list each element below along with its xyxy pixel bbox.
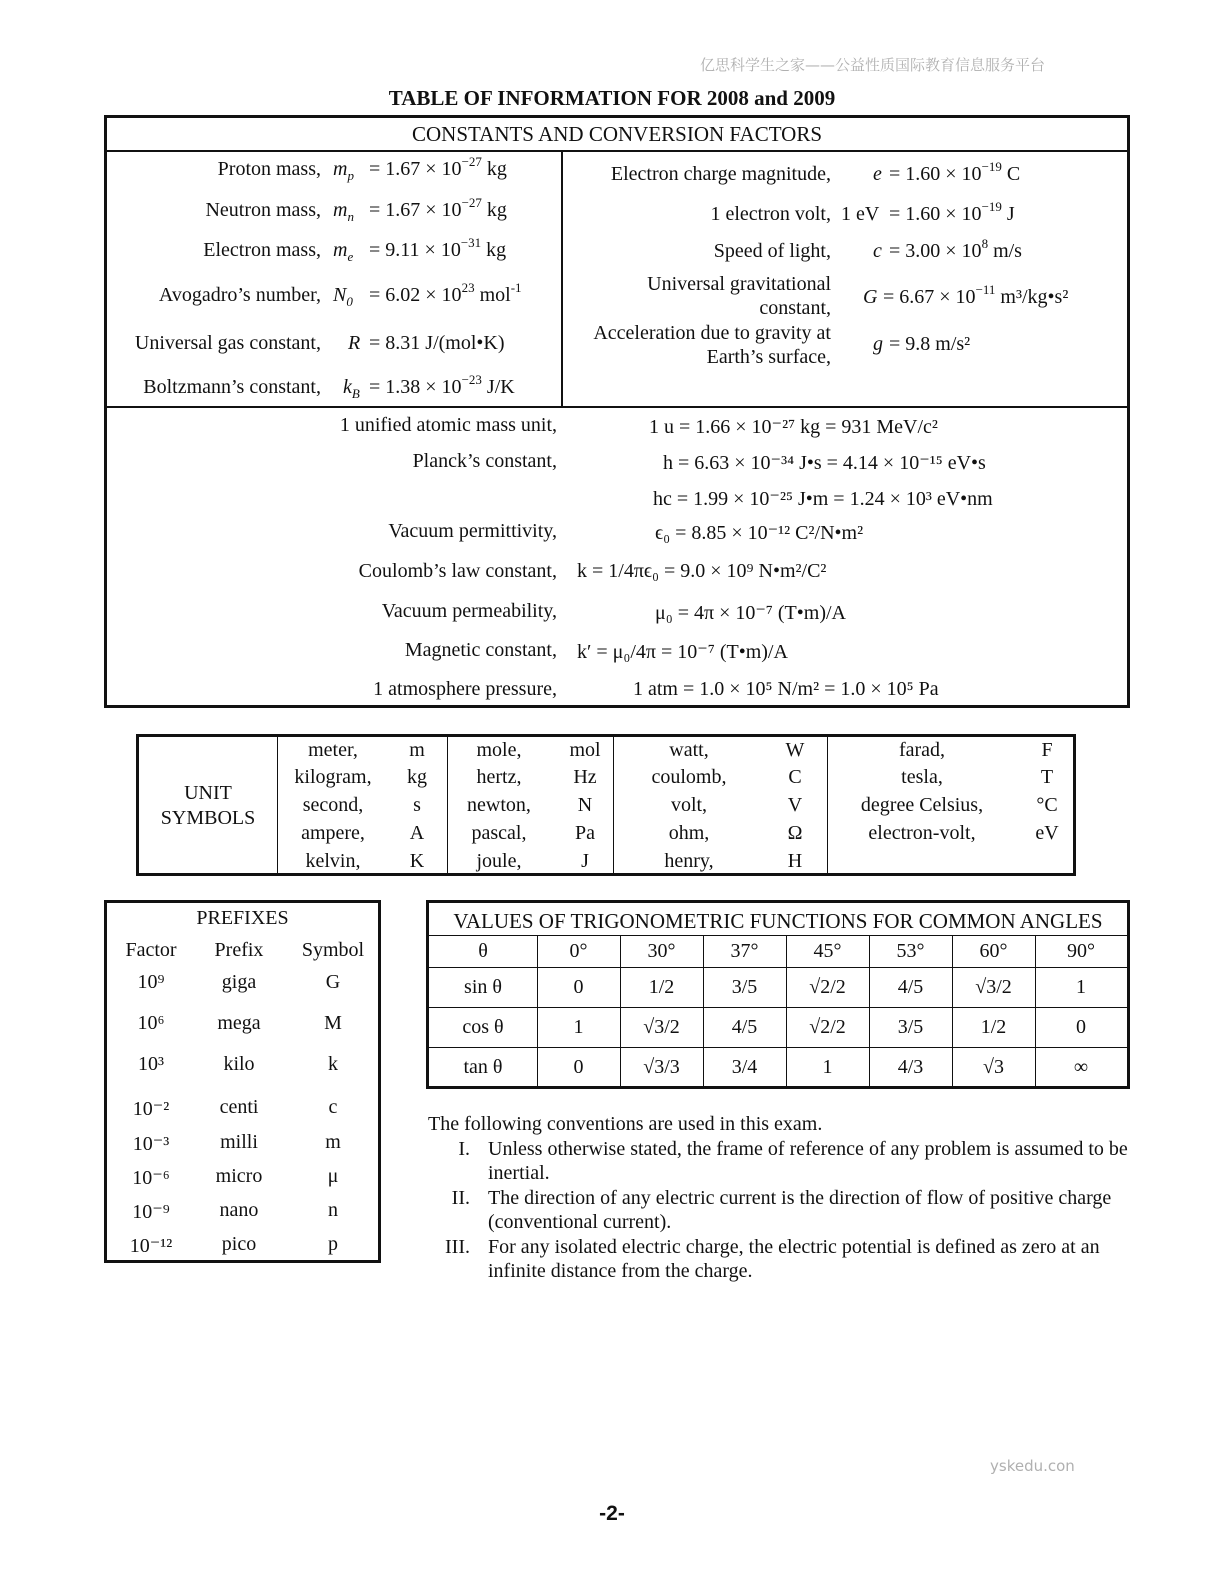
page-title: TABLE OF INFORMATION FOR 2008 and 2009	[388, 86, 836, 110]
unit-symbol: J	[581, 850, 589, 872]
trig-value: 3/5	[897, 1016, 924, 1038]
constant-value: = $1.60 \times 10^{-19}$ J	[889, 199, 1015, 225]
unit-symbol: K	[409, 850, 425, 872]
trig-value: 3/5	[731, 976, 758, 998]
trig-value: 4/5	[897, 976, 924, 998]
constant-label: Speed of light,	[713, 240, 831, 262]
prefix-cell: giga	[221, 971, 257, 993]
prefix-cell: n	[328, 1199, 338, 1221]
prefix-cell: 10⁻¹²	[129, 1235, 173, 1257]
unit-symbol: Ω	[787, 822, 803, 844]
prefixes-table	[104, 900, 381, 1263]
constant-symbol: G	[863, 286, 878, 308]
conversion-value: hc = 1.99 × 10⁻²⁵ J•m = 1.24 × 10³ eV•nm	[653, 488, 993, 510]
unit-name: coulomb,	[651, 766, 727, 788]
constant-value: = $1.60 \times 10^{-19}$ C	[889, 159, 1021, 185]
constant-value: = $6.02 \times 10^{23}$ mol$^{-1}$	[369, 280, 522, 306]
conversion-value: k = 1/4πϵ₀ = 9.0 × 10⁹ N•m²/C²	[577, 560, 827, 582]
trig-value: ∞	[1073, 1056, 1089, 1078]
conversion-label: 1 unified atomic mass unit,	[339, 414, 557, 436]
unit-symbol: eV	[1035, 822, 1059, 844]
constant-symbol: $N_0$	[333, 284, 353, 309]
convention-number: I.	[458, 1137, 470, 1160]
prefix-cell: G	[325, 971, 341, 993]
unit-symbol: s	[413, 794, 421, 816]
constant-value: = $1.38 \times 10^{-23}$ J/K	[369, 372, 515, 398]
angle-header: 45°	[813, 940, 842, 962]
unit-name: henry,	[664, 850, 714, 872]
convention-text: For any isolated electric charge, the electric potential is defined as zero at an infinite distance from the charge.	[488, 1235, 1100, 1282]
constant-label: Universal gravitational constant,	[647, 273, 831, 319]
trig-value: 3/4	[731, 1056, 758, 1078]
unit-symbol: C	[788, 766, 802, 788]
trig-value: 4/3	[897, 1056, 924, 1078]
unit-symbol: Pa	[575, 822, 595, 844]
prefix-cell: 10⁹	[137, 971, 165, 993]
unit-symbol: mol	[569, 739, 601, 761]
prefix-cell: c	[328, 1096, 338, 1118]
watermark-top: 亿思科学生之家——公益性质国际教育信息服务平台	[700, 56, 1046, 74]
unit-name: ohm,	[668, 822, 710, 844]
angle-header: 60°	[979, 940, 1008, 962]
trig-title: VALUES OF TRIGONOMETRIC FUNCTIONS FOR COMMON ANGLES	[453, 909, 1103, 933]
constant-label: Electron mass,	[203, 239, 321, 261]
trig-value: 1	[1076, 976, 1086, 998]
conversion-label: Planck’s constant,	[412, 450, 557, 472]
prefix-cell: k	[328, 1053, 338, 1075]
unit-name: pascal,	[471, 822, 527, 844]
prefix-cell: 10⁻²	[132, 1098, 170, 1120]
trig-value: 1	[822, 1056, 833, 1078]
prefix-cell: micro	[215, 1165, 263, 1187]
page-number: -2-	[599, 1502, 625, 1525]
unit-name: mole,	[476, 739, 522, 761]
unit-name: volt,	[670, 794, 708, 816]
trig-value: 1/2	[980, 1016, 1007, 1038]
unit-symbol: H	[787, 850, 803, 872]
prefix-cell: pico	[221, 1233, 257, 1255]
unit-name: watt,	[669, 739, 709, 761]
trig-value: 0	[573, 976, 584, 998]
prefix-cell: 10⁻⁹	[132, 1201, 170, 1223]
trig-value: √3	[983, 1056, 1004, 1078]
conversion-label: Magnetic constant,	[404, 639, 557, 661]
angle-header: 0°	[569, 940, 588, 962]
trig-value: √2/2	[809, 976, 846, 998]
constant-label: 1 electron volt,	[710, 203, 831, 225]
constant-label: Electron charge magnitude,	[610, 163, 831, 185]
column-header: Factor	[125, 939, 177, 961]
conversion-value: k′ = μ₀/4π = 10⁻⁷ (T•m)/A	[577, 641, 788, 663]
trig-value: √3/2	[975, 976, 1012, 998]
unit-symbol: T	[1040, 766, 1054, 788]
unit-name: newton,	[467, 794, 531, 816]
angle-header: 37°	[730, 940, 759, 962]
unit-symbol: W	[785, 739, 805, 761]
constant-symbol: g	[873, 333, 883, 355]
convention-text: Unless otherwise stated, the frame of reference of any problem is assumed to be inertial.	[488, 1137, 1128, 1184]
trig-table	[426, 900, 1130, 1089]
trig-value: 0	[573, 1056, 584, 1078]
constant-symbol: $m_e$	[333, 239, 354, 264]
column-divider	[613, 737, 614, 873]
angle-header: 30°	[647, 940, 676, 962]
constant-label: Proton mass,	[217, 158, 321, 180]
column-header: Symbol	[301, 939, 365, 961]
constant-symbol: R	[348, 332, 361, 354]
unit-name: electron-volt,	[868, 822, 976, 844]
prefix-cell: centi	[219, 1096, 259, 1118]
unit-name: ampere,	[301, 822, 365, 844]
column-divider	[447, 737, 448, 873]
prefix-cell: 10³	[138, 1053, 164, 1075]
unit-name: kelvin,	[305, 850, 361, 872]
constant-value: = 9.8 m/s²	[889, 333, 971, 355]
conversion-value: ϵ₀ = 8.85 × 10⁻¹² C²/N•m²	[655, 522, 864, 544]
unit-symbol: m	[409, 739, 425, 761]
conventions-intro: The following conventions are used in this exam.	[428, 1113, 823, 1135]
unit-symbol: °C	[1036, 794, 1058, 816]
angle-header: 53°	[896, 940, 925, 962]
prefixes-title: PREFIXES	[196, 907, 289, 929]
trig-value: 1/2	[648, 976, 675, 998]
trig-value: cos θ	[462, 1016, 504, 1038]
column-divider	[561, 150, 563, 406]
unit-name: tesla,	[901, 766, 943, 788]
prefix-cell: nano	[219, 1199, 259, 1221]
angle-header: θ	[478, 940, 488, 962]
unit-name: degree Celsius,	[860, 794, 984, 816]
section-divider	[107, 406, 1127, 408]
trig-value: 0	[1076, 1016, 1086, 1038]
constant-value: = $6.67 \times 10^{-11}$ m³/kg•s²	[883, 282, 1069, 308]
prefix-cell: 10⁻³	[132, 1133, 170, 1155]
prefix-cell: m	[325, 1131, 341, 1153]
constant-value: = $9.11 \times 10^{-31}$ kg	[369, 235, 507, 261]
trig-value: √3/3	[643, 1056, 680, 1078]
convention-text: The direction of any electric current is the direction of flow of positive charge (conventional current).	[488, 1186, 1112, 1233]
column-divider	[277, 737, 278, 873]
constant-symbol: $k_B$	[343, 376, 360, 401]
prefix-cell: p	[328, 1233, 338, 1255]
unit-name: joule,	[476, 850, 522, 872]
unit-name: second,	[302, 794, 364, 816]
column-divider	[827, 737, 828, 873]
convention-number: II.	[451, 1186, 470, 1209]
column-header: Prefix	[214, 939, 264, 961]
trig-value: √2/2	[809, 1016, 846, 1038]
constant-symbol: e	[873, 163, 882, 185]
trig-value: tan θ	[463, 1056, 503, 1078]
conversion-label: Coulomb’s law constant,	[358, 560, 557, 582]
unit-symbol: F	[1041, 739, 1053, 761]
trig-value: 1	[573, 1016, 584, 1038]
conversion-value: h = 6.63 × 10⁻³⁴ J•s = 4.14 × 10⁻¹⁵ eV•s	[663, 452, 986, 474]
constant-symbol: $m_p$	[333, 158, 354, 183]
trig-value: √3/2	[643, 1016, 680, 1038]
unit-symbols-heading: UNIT SYMBOLS	[160, 782, 256, 829]
constant-label: Neutron mass,	[205, 199, 321, 221]
unit-name: hertz,	[476, 766, 522, 788]
convention-item	[428, 1186, 1138, 1235]
prefix-cell: 10⁻⁶	[132, 1167, 170, 1189]
prefix-cell: kilo	[223, 1053, 255, 1075]
conversion-label: Vacuum permeability,	[381, 600, 557, 622]
constant-symbol: $m_n$	[333, 199, 354, 224]
constant-symbol: 1 eV	[841, 203, 880, 225]
unit-name: meter,	[308, 739, 358, 761]
conversion-value: 1 atm = 1.0 × 10⁵ N/m² = 1.0 × 10⁵ Pa	[633, 678, 939, 700]
prefix-cell: milli	[220, 1131, 258, 1153]
prefix-cell: mega	[217, 1012, 261, 1034]
conventions	[428, 1112, 1138, 1284]
constants-table	[104, 115, 1130, 708]
unit-symbol: V	[787, 794, 803, 816]
unit-name: kilogram,	[294, 766, 372, 788]
unit-symbols-table	[136, 734, 1076, 876]
convention-item	[428, 1137, 1138, 1186]
prefix-cell: M	[324, 1012, 342, 1034]
unit-symbol: Hz	[573, 766, 597, 788]
conversion-value: μ₀ = 4π × 10⁻⁷ (T•m)/A	[655, 602, 846, 624]
constant-symbol: c	[873, 240, 882, 262]
trig-value: sin θ	[464, 976, 502, 998]
prefix-cell: μ	[327, 1165, 339, 1187]
constant-value: = $1.67 \times 10^{-27}$ kg	[369, 154, 507, 180]
conversion-label: 1 atmosphere pressure,	[373, 678, 557, 700]
conversion-value: 1 u = 1.66 × 10⁻²⁷ kg = 931 MeV/c²	[649, 416, 938, 438]
convention-number: III.	[445, 1235, 470, 1258]
unit-symbol: kg	[407, 766, 427, 788]
constant-label: Universal gas constant,	[134, 332, 321, 354]
trig-value: 4/5	[731, 1016, 758, 1038]
unit-name: farad,	[898, 739, 946, 761]
unit-symbol: A	[409, 822, 425, 844]
convention-item	[428, 1235, 1138, 1284]
constant-label: Avogadro’s number,	[158, 284, 321, 306]
watermark-bottom: yskedu.con	[990, 1457, 1075, 1475]
prefix-cell: 10⁶	[137, 1012, 165, 1034]
constant-value: = $1.67 \times 10^{-27}$ kg	[369, 195, 507, 221]
constant-value: = 8.31 J/(mol•K)	[369, 332, 505, 354]
constant-label: Boltzmann’s constant,	[143, 376, 321, 398]
constant-label: Acceleration due to gravity at Earth’s surface,	[593, 322, 831, 368]
constant-value: = $3.00 \times 10^8$ m/s	[889, 236, 1022, 262]
angle-header: 90°	[1067, 940, 1095, 962]
unit-symbol: N	[577, 794, 593, 816]
conversion-label: Vacuum permittivity,	[388, 520, 557, 542]
constants-header: CONSTANTS AND CONVERSION FACTORS	[107, 118, 1127, 152]
